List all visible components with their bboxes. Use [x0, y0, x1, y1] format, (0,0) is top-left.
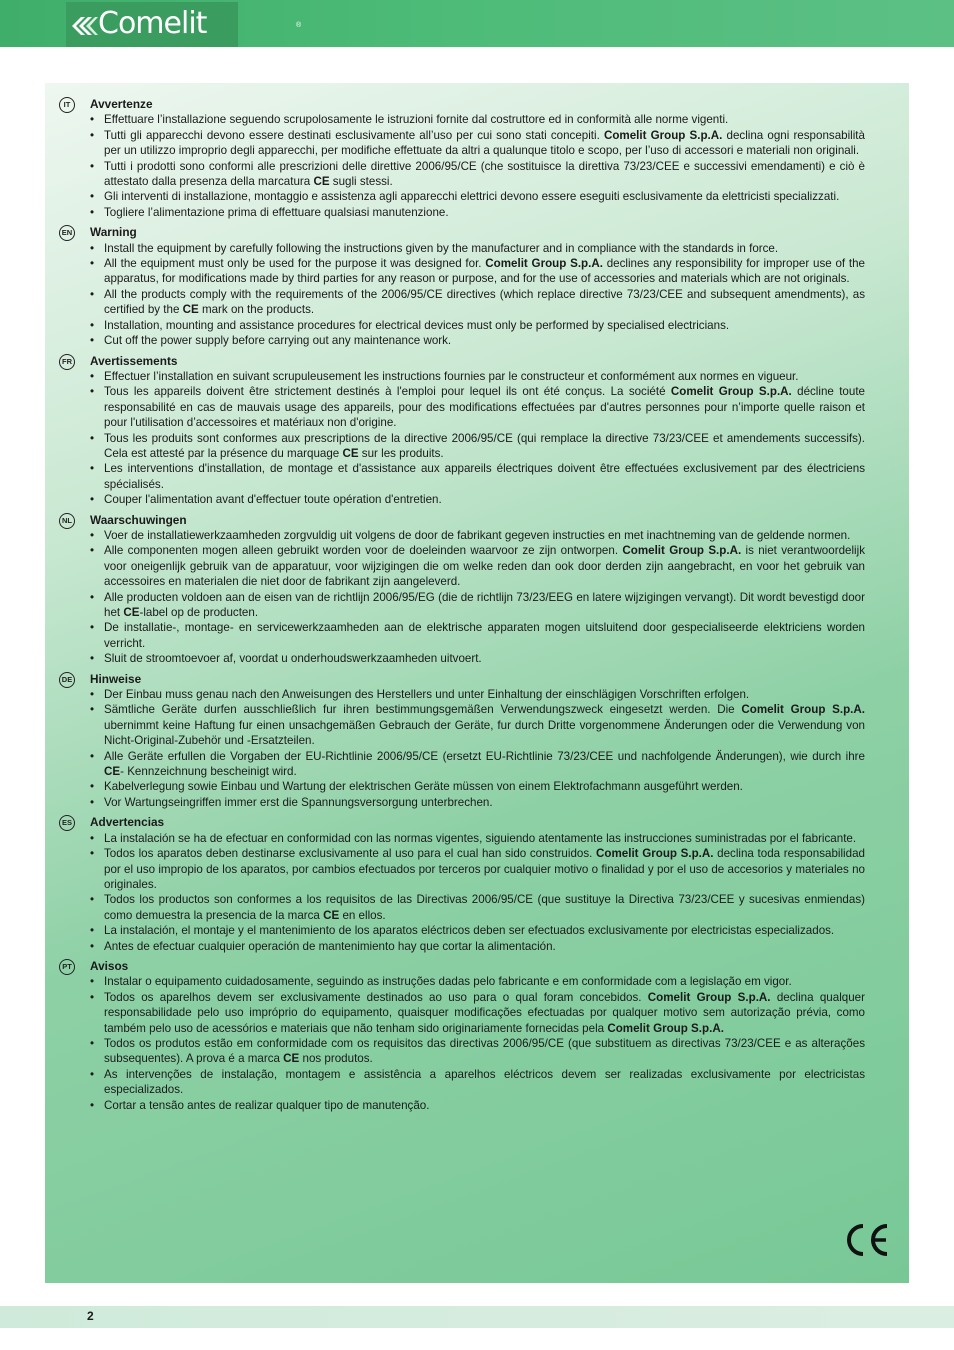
bullet-list	[90, 369, 865, 508]
bullet-list	[90, 974, 865, 1113]
list-item: • Antes de efectuar cualquier operación de mantenimiento hay que cortar la alimentación.	[90, 939, 865, 954]
brand-logo	[66, 2, 302, 47]
registered-mark: ®	[296, 22, 302, 29]
section-title: Waarschuwingen	[90, 512, 187, 527]
footer-band	[0, 1306, 954, 1328]
section-it	[57, 97, 865, 220]
list-item: • Alle producten voldoen aan de eisen van de richtlijn 2006/95/EG (die de richtlijn 73/23/EEG en latere wijzigingen vervangt). Dit wordt bevestigd door het CE-label op de producten.	[90, 590, 865, 621]
list-item: • Cut off the power supply before carrying out any maintenance work.	[90, 333, 865, 348]
list-item: • Voer de installatiewerkzaamheden zorgvuldig uit volgens de door de fabrikant gegeven instructies en met inachtneming van de geldende normen.	[90, 528, 865, 543]
list-item: • Tutti gli apparecchi devono essere destinati esclusivamente all’uso per cui sono stati concepiti. Comelit Group S.p.A. declina ogni responsabilità per un utilizzo improprio degli apparecchi, per modifiche effettuate da altri a qualunque titolo e scopo, per l’uso di accessori e materiali non originali.	[90, 128, 865, 159]
page-number: 2	[87, 1309, 94, 1323]
language-badge: PT	[59, 959, 75, 975]
list-item: • Gli interventi di installazione, montaggio e assistenza agli apparecchi elettrici devono essere eseguiti esclusivamente da elettricisti specializzati.	[90, 189, 865, 204]
language-badge: DE	[59, 672, 75, 688]
section-es	[57, 815, 865, 954]
list-item: • Effettuare l’installazione seguendo scrupolosamente le istruzioni fornite dal costruttore ed in conformità alle norme vigenti.	[90, 112, 865, 127]
list-item: • Effectuer l’installation en suivant scrupuleusement les instructions fournies par le constructeur et conformément aux normes en vigueur.	[90, 369, 865, 384]
section-fr	[57, 354, 865, 508]
list-item: • Todos los productos son conformes a los requisitos de las Directivas 2006/95/CE (que sustituye la Directiva 73/23/CEE y sucesivas enmiendas) como demuestra la presencia de la marca CE en ellos.	[90, 892, 865, 923]
language-badge: ES	[59, 815, 75, 831]
section-title: Avertissements	[90, 353, 178, 368]
list-item: • Cortar a tensão antes de realizar qualquer tipo de manutenção.	[90, 1098, 865, 1113]
bullet-list	[90, 241, 865, 349]
ce-mark-icon	[841, 1223, 891, 1257]
list-item: • Les interventions d'installation, de montage et d'assistance aux appareils électriques doivent être effectuées exclusivement par des électriciens spécialisés.	[90, 461, 865, 492]
list-item: • Tutti i prodotti sono conformi alle prescrizioni delle direttive 2006/95/CE (che sostituisce la direttiva 73/23/CEE e successivi emendamenti) e ciò è attestato dalla presenza della marcatura CE sugli stessi.	[90, 159, 865, 190]
list-item: • Alle Geräte erfullen die Vorgaben der EU-Richtlinie 2006/95/CE (ersetzt EU-Richtlinie 73/23/CEE und nachfolgende Änderungen), wie durch ihre CE- Kennzeichnung bescheinigt wird.	[90, 749, 865, 780]
section-title: Avisos	[90, 958, 129, 973]
list-item: • All the equipment must only be used for the purpose it was designed for. Comelit Group S.p.A. declines any responsibility for improper use of the apparatus, for modifications made by third parties for any reason or purpose, and for the use of accessories and materials which are not originals.	[90, 256, 865, 287]
language-badge: NL	[59, 513, 75, 529]
list-item: • Togliere l’alimentazione prima di effettuare qualsiasi manutenzione.	[90, 205, 865, 220]
list-item: • As intervenções de instalação, montagem e assistência a aparelhos eléctricos devem ser realizadas exclusivamente por electricistas especializados.	[90, 1067, 865, 1098]
list-item: • Alle componenten mogen alleen gebruikt worden voor de doeleinden waarvoor ze zijn ontworpen. Comelit Group S.p.A. is niet verantwoordelijk voor oneigenlijk gebruik van de apparatuur, voor wijzigingen die om welke reden dan ook door derden zijn aangebracht, en voor het gebruik van accessoires en materialen die niet door de fabrikant zijn aangeleverd.	[90, 543, 865, 589]
bullet-list	[90, 831, 865, 954]
section-nl	[57, 513, 865, 667]
list-item: • Sluit de stroomtoevoer af, voordat u onderhoudswerkzaamheden uitvoert.	[90, 651, 865, 666]
list-item: • La instalación se ha de efectuar en conformidad con las normas vigentes, siguiendo atentamente las instrucciones suministradas por el fabricante.	[90, 831, 865, 846]
list-item: • All the products comply with the requirements of the 2006/95/CE directives (which replace directive 73/23/CEE and subsequent amendments), as certified by the CE mark on the products.	[90, 287, 865, 318]
bullet-list	[90, 687, 865, 810]
section-title: Advertencias	[90, 815, 165, 830]
section-title: Warning	[90, 225, 137, 240]
bullet-list	[90, 528, 865, 667]
list-item: • La instalación, el montaje y el mantenimiento de los aparatos eléctricos deben ser efectuados exclusivamente por electricistas especializados.	[90, 923, 865, 938]
language-badge: EN	[59, 225, 75, 241]
section-title: Avvertenze	[90, 97, 153, 111]
list-item: • Couper l'alimentation avant d'effectuer toute opération d'entretien.	[90, 492, 865, 507]
list-item: • Todos os produtos estão em conformidade com os requisitos das directivas 2006/95/CE (que substituem as directivas 73/23/CEE e as alterações subsequentes). A prova é a marca CE nos produtos.	[90, 1036, 865, 1067]
list-item: • Kabelverlegung sowie Einbau und Wartung der elektrischen Geräte müssen von einem Elektrofachmann ausgeführt werden.	[90, 779, 865, 794]
list-item: • Todos los aparatos deben destinarse exclusivamente al uso para el cual han sido construidos. Comelit Group S.p.A. declina toda responsabilidad por el uso impropio de los aparatos, por cambios efectuados por terceros por cualquier motivo o finalidad y por el uso de accesorios y materiales no originales.	[90, 846, 865, 892]
list-item: • Tous les produits sont conformes aux prescriptions de la directive 2006/95/CE (qui remplace la directive 73/23/CEE et amendements successifs). Cela est attesté par la présence du marquage CE sur les produits.	[90, 431, 865, 462]
header-band	[0, 0, 954, 47]
list-item: • De installatie-, montage- en servicewerkzaamheden aan de elektrische apparaten mogen uitsluitend door gespecialiseerde elektriciens worden verricht.	[90, 620, 865, 651]
comelit-mark-icon	[72, 17, 98, 35]
list-item: • Der Einbau muss genau nach den Anweisungen des Herstellers und unter Einhaltung der einschlägigen Vorschriften erfolgen.	[90, 687, 865, 702]
list-item: • Vor Wartungseingriffen immer erst die Spannungsversorgung unterbrechen.	[90, 795, 865, 810]
list-item: • Installation, mounting and assistance procedures for electrical devices must only be performed by specialised electricians.	[90, 318, 865, 333]
section-pt	[57, 959, 865, 1113]
list-item: • Tous les appareils doivent être strictement destinés à l'emploi pour lequel ils ont été conçus. La société Comelit Group S.p.A. décline toute responsabilité en cas de mauvais usage des appareils, pour des modifications effectuées par d'autres personnes pour n’importe quelle raison et pour l'utilisation d’accessoires et matériaux non d'origine.	[90, 384, 865, 430]
logo-text: Comelit	[98, 6, 207, 41]
language-badge: IT	[59, 97, 75, 113]
list-item: • Todos os aparelhos devem ser exclusivamente destinados ao uso para o qual foram concebidos. Comelit Group S.p.A. declina qualquer responsabilidade pelo uso impróprio do equipamento, quaisquer modificações efectuadas por qualquer motivo sem autorização prévia, como também pelo uso de acessórios e materiais que não tenham sido originariamente fornecidas pela Comelit Group S.p.A.	[90, 990, 865, 1036]
warnings-panel	[45, 83, 909, 1283]
section-title: Hinweise	[90, 671, 142, 686]
section-en	[57, 225, 865, 348]
bullet-list	[90, 112, 865, 220]
section-de	[57, 672, 865, 811]
list-item: • Sämtliche Geräte durfen ausschließlich fur ihren bestimmungsgemäßen Verwendungszweck eingesetzt werden. Die Comelit Group S.p.A. ubernimmt keine Haftung fur einen unsachgemäßen Gebrauch der Geräte, fur durch Dritte vorgenommene Änderungen oder die Verwendung von Nicht-Original-Zubehör und -Ersatzteilen.	[90, 702, 865, 748]
list-item: • Install the equipment by carefully following the instructions given by the manufacturer and in compliance with the standards in force.	[90, 241, 865, 256]
language-badge: FR	[59, 354, 75, 370]
sections-container	[57, 97, 865, 1118]
list-item: • Instalar o equipamento cuidadosamente, seguindo as instruções dadas pelo fabricante e em conformidade com a legislação em vigor.	[90, 974, 865, 989]
